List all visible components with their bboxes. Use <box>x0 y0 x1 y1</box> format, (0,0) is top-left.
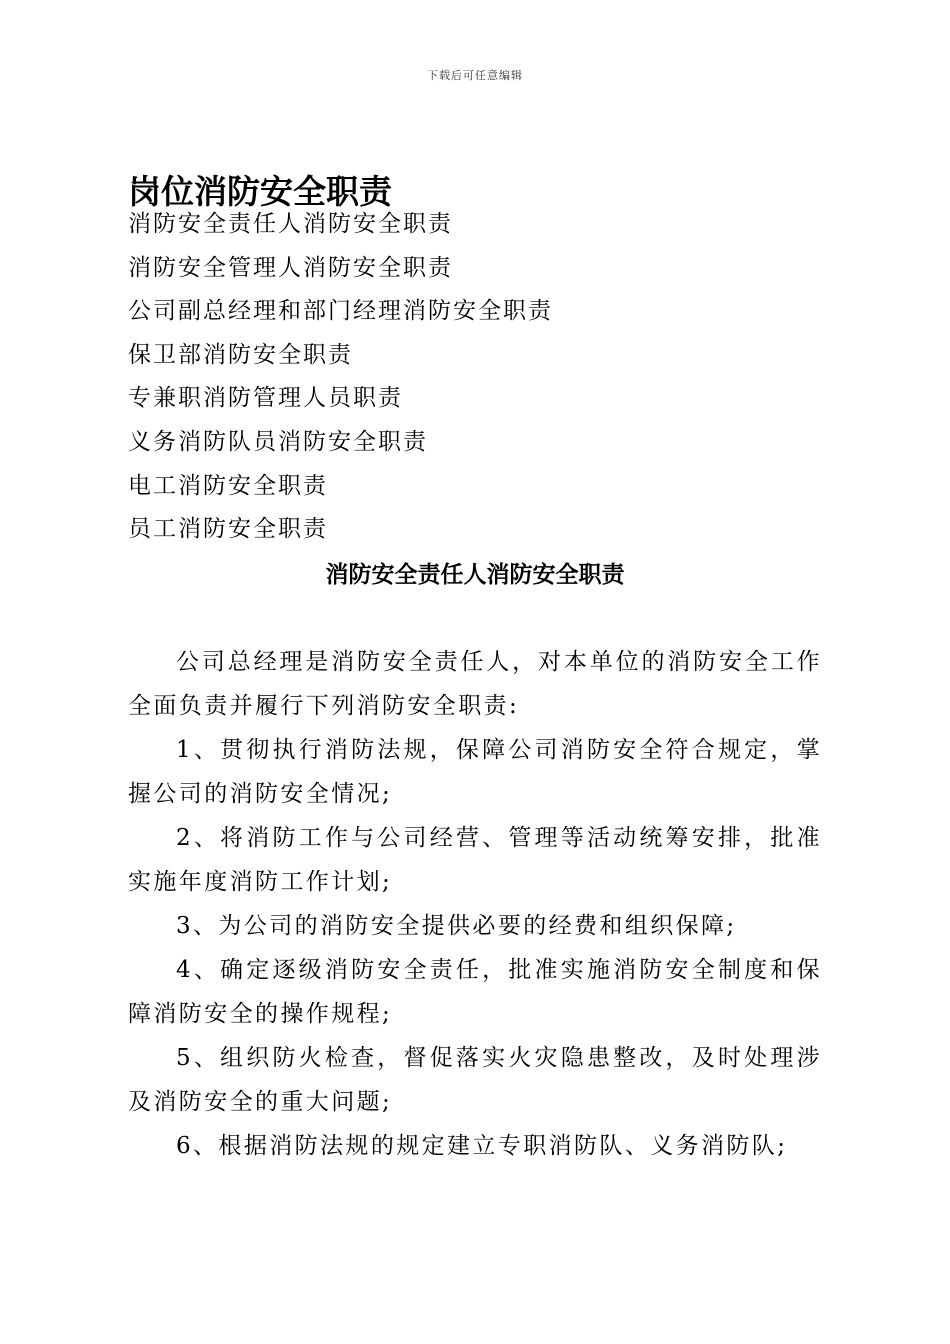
toc-item: 员工消防安全职责 <box>128 516 328 543</box>
page-header-note: 下载后可任意编辑 <box>427 69 523 82</box>
body-paragraph: 6、根据消防法规的规定建立专职消防队、义务消防队; <box>176 1133 788 1159</box>
body-paragraph: 3、为公司的消防安全提供必要的经费和组织保障; <box>176 913 737 939</box>
toc-item: 电工消防安全职责 <box>128 472 328 499</box>
toc-item: 公司副总经理和部门经理消防安全职责 <box>128 298 553 325</box>
body-paragraph: 4、确定逐级消防安全责任，批准实施消防安全制度和保障消防安全的操作规程; <box>128 957 822 1027</box>
document-title: 岗位消防安全职责 <box>128 172 392 211</box>
body-paragraph: 1、贯彻执行消防法规，保障公司消防安全符合规定，掌握公司的消防安全情况; <box>128 737 822 807</box>
table-of-contents <box>128 206 553 555</box>
toc-item: 专兼职消防管理人员职责 <box>128 385 403 412</box>
section-heading: 消防安全责任人消防安全职责 <box>325 562 625 588</box>
section-body <box>128 640 822 1168</box>
body-paragraph: 2、将消防工作与公司经营、管理等活动统筹安排，批准实施年度消防工作计划; <box>128 825 822 895</box>
toc-item: 义务消防队员消防安全职责 <box>128 428 428 455</box>
toc-item: 保卫部消防安全职责 <box>128 341 353 368</box>
body-paragraph: 公司总经理是消防安全责任人，对本单位的消防安全工作全面负责并履行下列消防安全职责: <box>128 649 822 719</box>
body-paragraph: 5、组织防火检查，督促落实火灾隐患整改，及时处理涉及消防安全的重大问题; <box>128 1045 822 1115</box>
toc-item: 消防安全管理人消防安全职责 <box>128 254 453 281</box>
toc-item: 消防安全责任人消防安全职责 <box>128 211 453 237</box>
